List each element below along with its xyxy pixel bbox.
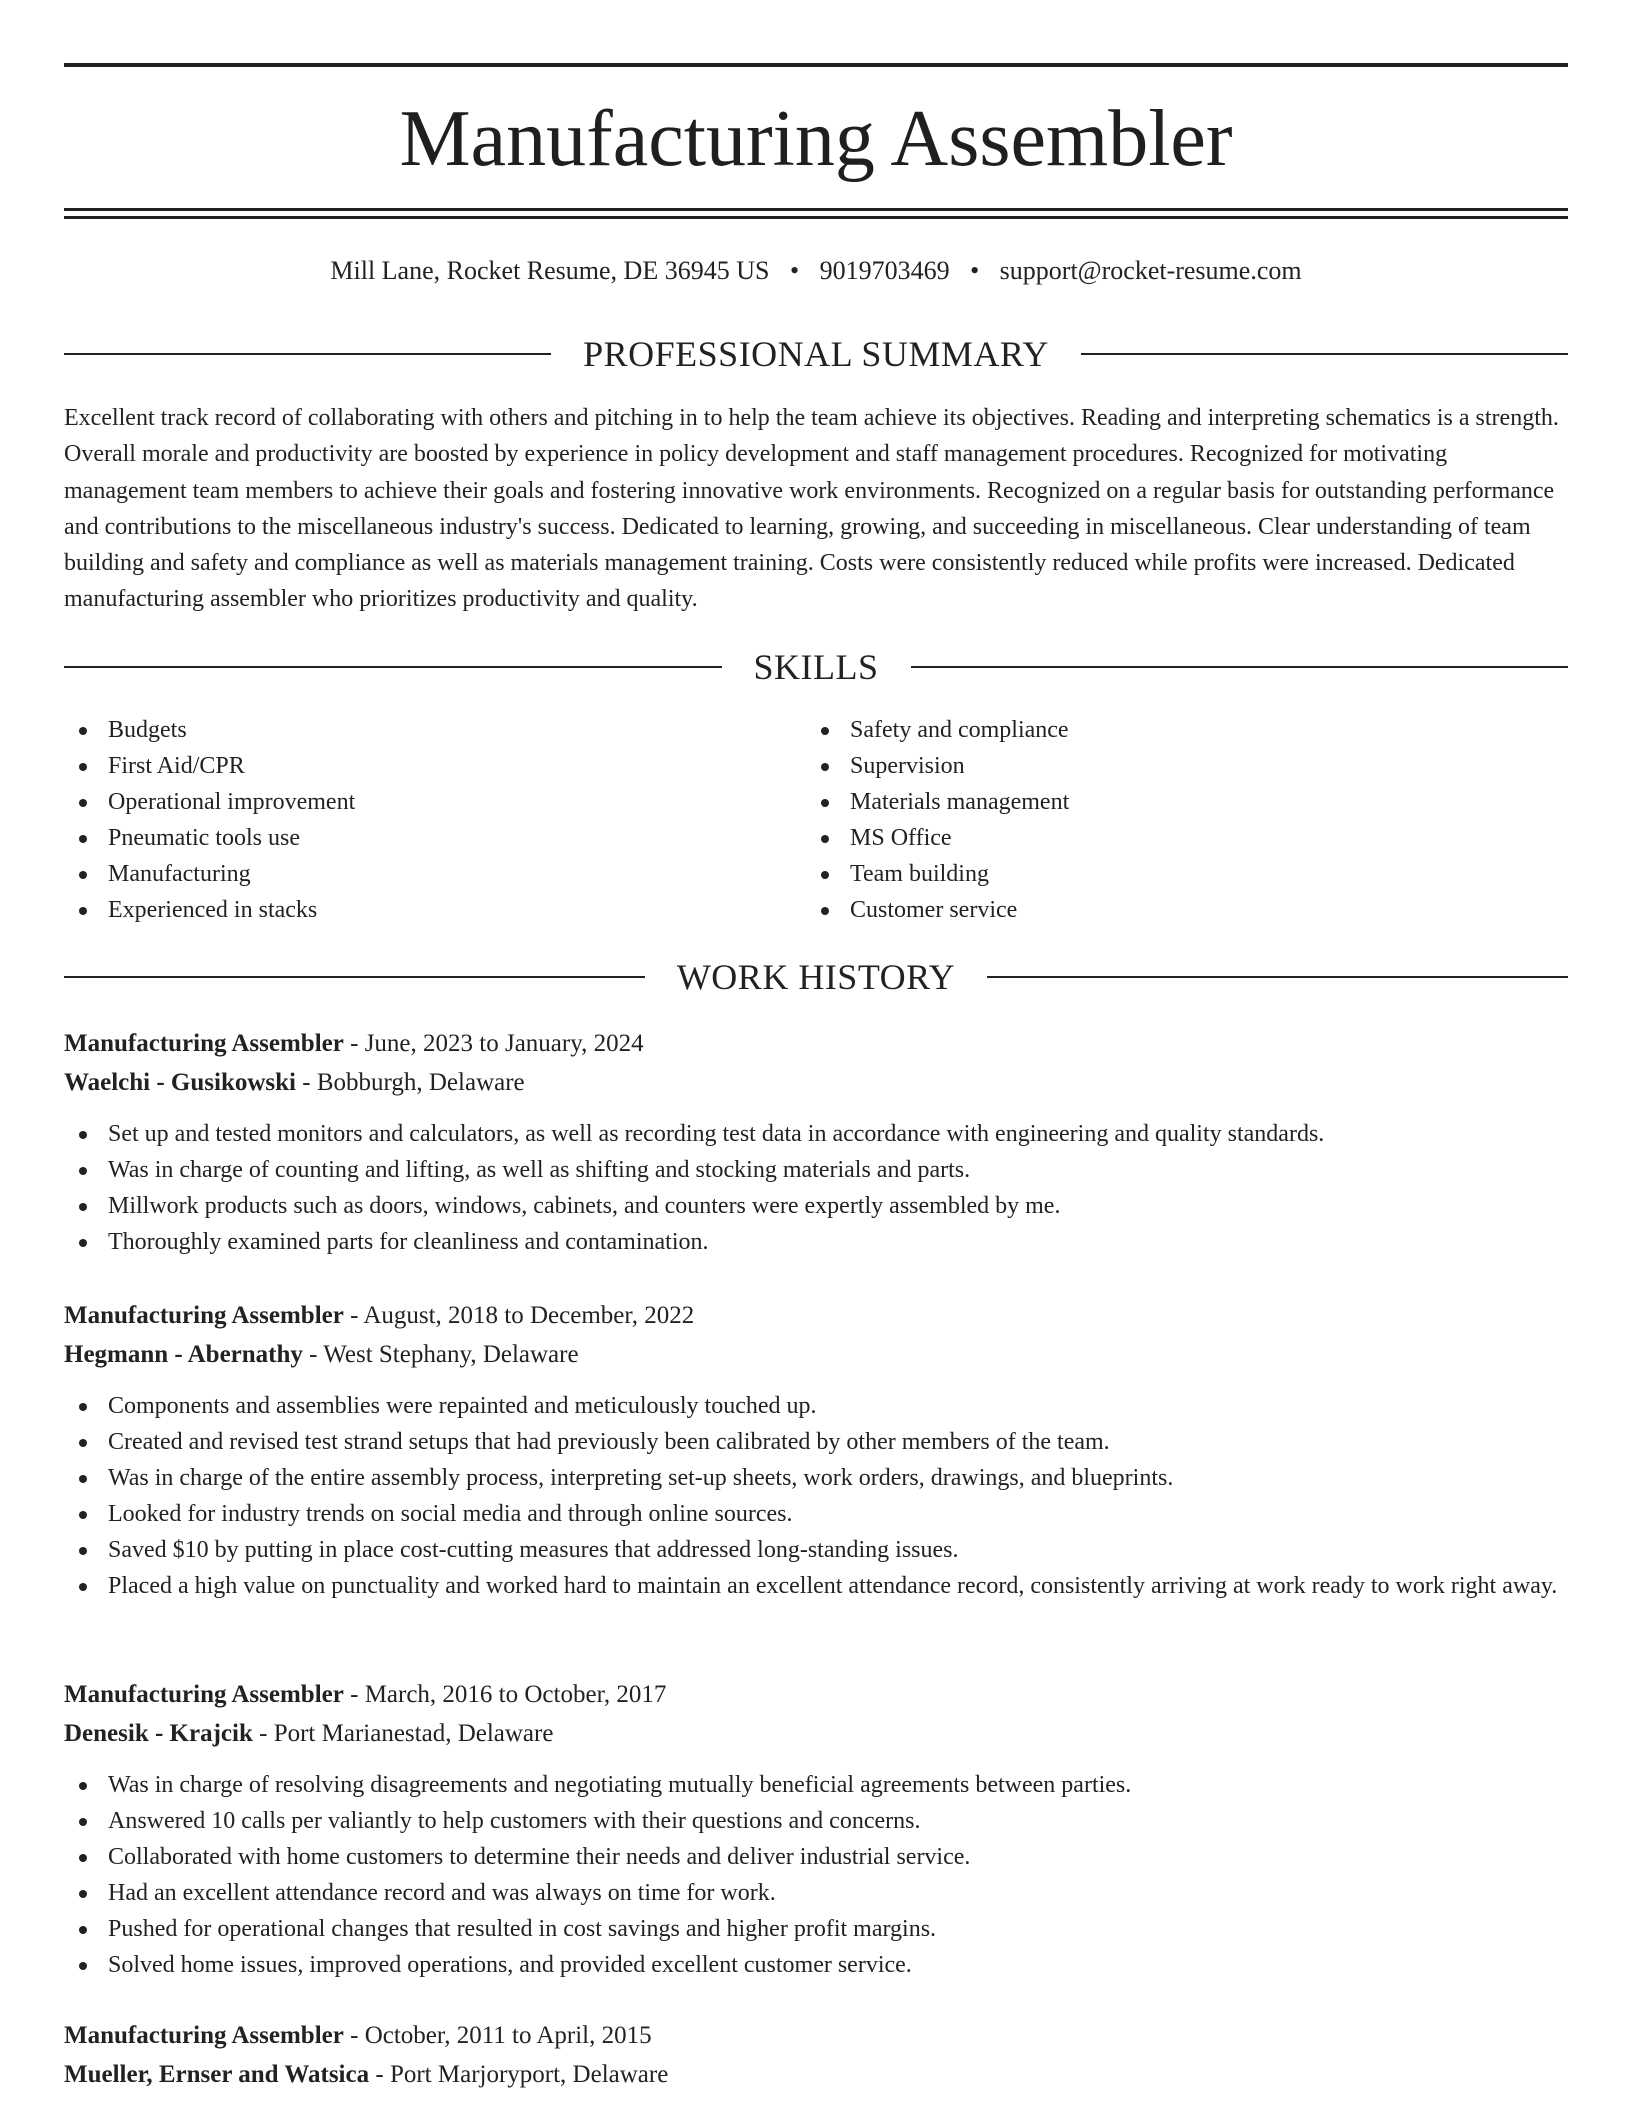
- heading-rule-right: [911, 666, 1569, 668]
- skill-item: Customer service: [806, 892, 1548, 928]
- skill-item: Pneumatic tools use: [64, 820, 806, 856]
- job-bullet: Was in charge of the entire assembly process, interpreting set-up sheets, work orders, drawings, and blueprints.: [64, 1460, 1568, 1496]
- job-company: Denesik - Krajcik: [64, 1720, 253, 1747]
- skills-list-right: [806, 712, 1548, 928]
- job-location: West Stephany, Delaware: [323, 1341, 579, 1368]
- job-title-line: Manufacturing Assembler - October, 2011 to April, 2015: [64, 2022, 652, 2049]
- job-bullets: [64, 1767, 1568, 1983]
- skill-item: Operational improvement: [64, 784, 806, 820]
- job-company: Waelchi - Gusikowski: [64, 1069, 296, 1096]
- job-entry: [64, 2016, 1568, 2094]
- contact-email: support@rocket-resume.com: [999, 256, 1302, 285]
- job-dates: August, 2018 to December, 2022: [363, 1302, 695, 1329]
- job-bullet: Was in charge of resolving disagreements and negotiating mutually beneficial agreements between parties.: [64, 1767, 1568, 1803]
- skills-section-heading: [64, 645, 1568, 689]
- job-company-line: Hegmann - Abernathy - West Stephany, Delaware: [64, 1341, 579, 1368]
- job-title: Manufacturing Assembler: [64, 2022, 344, 2049]
- job-title-line: Manufacturing Assembler - June, 2023 to January, 2024: [64, 1030, 644, 1057]
- job-entry: [64, 1675, 1568, 1983]
- job-bullet: Created and revised test strand setups that had previously been calibrated by other members of the team.: [64, 1424, 1568, 1460]
- heading-rule-right: [1081, 353, 1568, 355]
- job-location: Port Marjoryport, Delaware: [389, 2061, 669, 2088]
- header-double-rule: [64, 208, 1568, 219]
- work-heading: WORK HISTORY: [676, 957, 956, 997]
- job-dates: June, 2023 to January, 2024: [364, 1030, 644, 1057]
- resume-name: Manufacturing Assembler: [399, 95, 1233, 183]
- skill-item: Team building: [806, 856, 1548, 892]
- job-bullet: Had an excellent attendance record and was always on time for work.: [64, 1875, 1568, 1911]
- summary-paragraph: Excellent track record of collaborating with others and pitching in to help the team achieve its objectives. Reading and interpreting schematics is a strength. Overall morale and productivity are boosted by experience in policy development and staff management procedures. Recognized for motivating management team members to achieve their goals and fostering innovative work environments. Recognized on a regular basis for outstanding performance and contributions to the miscellaneous industry's success. Dedicated to learning, growing, and succeeding in miscellaneous. Clear understanding of team building and safety and compliance as well as materials management training. Costs were consistently reduced while profits were increased. Dedicated manufacturing assembler who prioritizes productivity and quality.: [64, 405, 1559, 613]
- skill-item: MS Office: [806, 820, 1548, 856]
- contact-separator: •: [970, 256, 980, 285]
- job-entry: [64, 1024, 1568, 1260]
- skills-heading: SKILLS: [753, 647, 879, 687]
- job-bullet: Pushed for operational changes that resulted in cost savings and higher profit margins.: [64, 1911, 1568, 1947]
- job-bullets: [64, 1388, 1568, 1604]
- job-company: Hegmann - Abernathy: [64, 1341, 303, 1368]
- summary-section-heading: [64, 332, 1568, 376]
- job-bullets: [64, 1116, 1568, 1260]
- contact-separator: •: [789, 256, 800, 285]
- job-bullet: Answered 10 calls per valiantly to help customers with their questions and concerns.: [64, 1803, 1568, 1839]
- summary-heading: PROFESSIONAL SUMMARY: [583, 334, 1049, 374]
- job-bullet: Was in charge of counting and lifting, as well as shifting and stocking materials and parts.: [64, 1152, 1568, 1188]
- skill-item: Materials management: [806, 784, 1548, 820]
- job-entry: [64, 1296, 1568, 1604]
- skills-columns: [64, 712, 1568, 928]
- job-company-line: Mueller, Ernser and Watsica - Port Marjoryport, Delaware: [64, 2061, 669, 2088]
- work-section-heading: [64, 955, 1568, 999]
- job-title-line: Manufacturing Assembler - March, 2016 to October, 2017: [64, 1681, 667, 1708]
- job-bullet: Looked for industry trends on social media and through online sources.: [64, 1496, 1568, 1532]
- contact-line: [64, 254, 1568, 288]
- contact-phone: 9019703469: [819, 256, 950, 285]
- skills-list-left: [64, 712, 806, 928]
- job-bullet: Set up and tested monitors and calculators, as well as recording test data in accordance with engineering and quality standards.: [64, 1116, 1568, 1152]
- heading-rule-left: [64, 976, 645, 978]
- heading-rule-left: [64, 353, 551, 355]
- skill-item: Manufacturing: [64, 856, 806, 892]
- skill-item: Supervision: [806, 748, 1548, 784]
- job-title: Manufacturing Assembler: [64, 1302, 344, 1329]
- skill-item: First Aid/CPR: [64, 748, 806, 784]
- job-dates: October, 2011 to April, 2015: [364, 2022, 652, 2049]
- job-company: Mueller, Ernser and Watsica: [64, 2061, 370, 2088]
- skill-item: Budgets: [64, 712, 806, 748]
- job-title: Manufacturing Assembler: [64, 1030, 344, 1057]
- job-bullet: Saved $10 by putting in place cost-cutting measures that addressed long-standing issues.: [64, 1532, 1568, 1568]
- job-title: Manufacturing Assembler: [64, 1681, 344, 1708]
- skill-item: Safety and compliance: [806, 712, 1548, 748]
- heading-rule-left: [64, 666, 722, 668]
- job-title-line: Manufacturing Assembler - August, 2018 to December, 2022: [64, 1302, 695, 1329]
- job-location: Port Marianestad, Delaware: [273, 1720, 554, 1747]
- job-company-line: Denesik - Krajcik - Port Marianestad, Delaware: [64, 1720, 554, 1747]
- heading-rule-right: [987, 976, 1568, 978]
- job-bullet: Components and assemblies were repainted and meticulously touched up.: [64, 1388, 1568, 1424]
- job-bullet: Collaborated with home customers to determine their needs and deliver industrial service.: [64, 1839, 1568, 1875]
- job-location: Bobburgh, Delaware: [316, 1069, 525, 1096]
- job-bullet: Placed a high value on punctuality and worked hard to maintain an excellent attendance record, consistently arriving at work ready to work right away.: [64, 1568, 1568, 1604]
- job-bullet: Solved home issues, improved operations, and provided excellent customer service.: [64, 1947, 1568, 1983]
- job-dates: March, 2016 to October, 2017: [364, 1681, 667, 1708]
- skill-item: Experienced in stacks: [64, 892, 806, 928]
- job-company-line: Waelchi - Gusikowski - Bobburgh, Delaware: [64, 1069, 525, 1096]
- header-top-rule: [64, 63, 1568, 67]
- contact-address: Mill Lane, Rocket Resume, DE 36945 US: [330, 256, 770, 285]
- job-bullet: Millwork products such as doors, windows, cabinets, and counters were expertly assembled by me.: [64, 1188, 1568, 1224]
- job-bullet: Thoroughly examined parts for cleanliness and contamination.: [64, 1224, 1568, 1260]
